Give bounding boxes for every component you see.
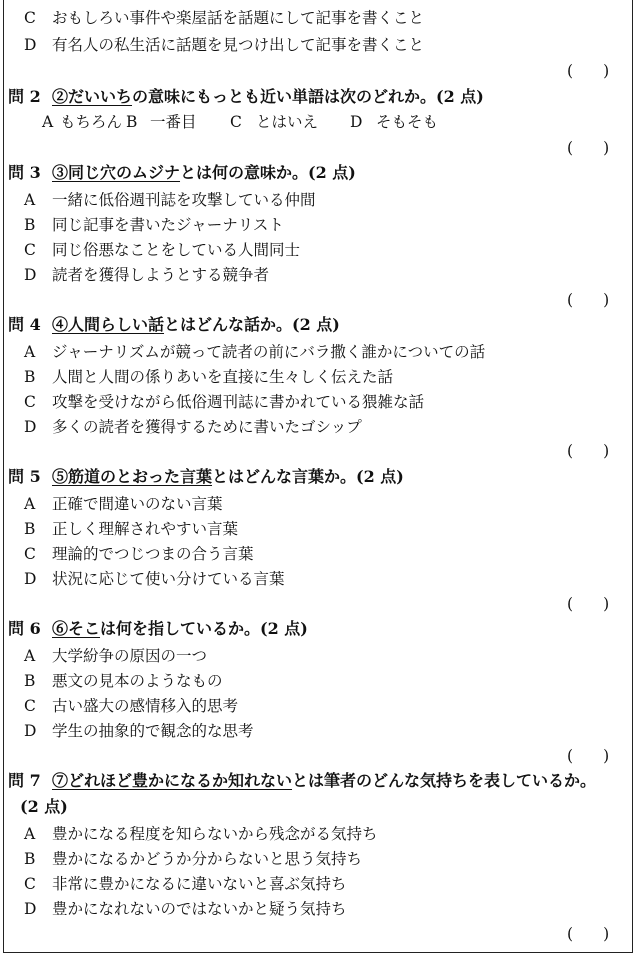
q4-answer-blank[interactable]: ( ): [567, 442, 610, 460]
q3-option-c: C 同じ俗悪なことをしている人間同士: [24, 241, 301, 259]
q3-option-d: D 読者を獲得しようとする競争者: [24, 266, 270, 284]
q2-heading: 問 2 ②だいいちの意味にもっとも近い単語は次のどれか。(2 点): [8, 87, 484, 106]
q3-answer-blank[interactable]: ( ): [567, 291, 610, 309]
q2-options: A もちろん B 一番目 C とはいえ D そもそも: [42, 113, 439, 131]
q4-option-a: A ジャーナリズムが競って読者の前にバラ撒く誰かについての話: [24, 343, 486, 361]
q5-heading: 問 5 ⑤筋道のとおった言葉とはどんな言葉か。(2 点): [8, 467, 404, 486]
q1-option-c: C おもしろい事件や楽屋話を話題にして記事を書くこと: [24, 9, 425, 27]
q5-option-d: D 状況に応じて使い分けている言葉: [24, 570, 285, 588]
q4-option-c: C 攻撃を受けながら低俗週刊誌に書かれている猥雑な話: [24, 393, 425, 411]
exam-sheet: [3, 0, 633, 953]
q4-heading: 問 4 ④人間らしい話とはどんな話か。(2 点): [8, 315, 340, 334]
q6-option-a: A 大学紛争の原因の一つ: [24, 647, 208, 665]
q5-answer-blank[interactable]: ( ): [567, 595, 610, 613]
q7-option-c: C 非常に豊かになるに違いないと喜ぶ気持ち: [24, 875, 347, 893]
q5-option-b: B 正しく理解されやすい言葉: [24, 520, 239, 538]
q7-option-b: B 豊かになるかどうか分からないと思う気持ち: [24, 850, 363, 868]
q7-heading: 問 7 ⑦どれほど豊かになるか知れないとは筆者のどんな気持ちを表しているか。: [8, 771, 597, 790]
q6-option-d: D 学生の抽象的で観念的な思考: [24, 722, 254, 740]
q7-option-a: A 豊かになる程度を知らないから残念がる気持ち: [24, 825, 378, 843]
q5-option-a: A 正確で間違いのない言葉: [24, 495, 223, 513]
q7-answer-blank[interactable]: ( ): [567, 925, 610, 943]
q4-option-d: D 多くの読者を獲得するために書いたゴシップ: [24, 418, 362, 436]
q7-option-d: D 豊かになれないのではないかと疑う気持ち: [24, 900, 347, 918]
q6-option-b: B 悪文の見本のようなもの: [24, 672, 223, 690]
q6-answer-blank[interactable]: ( ): [567, 747, 610, 765]
q6-heading: 問 6 ⑥そこは何を指しているか。(2 点): [8, 619, 308, 638]
q2-answer-blank[interactable]: ( ): [567, 139, 610, 157]
q5-option-c: C 理論的でつじつまの合う言葉: [24, 545, 254, 563]
q4-option-b: B 人間と人間の係りあいを直接に生々しく伝えた話: [24, 368, 394, 386]
q1-option-d: D 有名人の私生活に話題を見つけ出して記事を書くこと: [24, 36, 425, 54]
q7-points: (2 点): [20, 797, 68, 816]
q6-option-c: C 古い盛大の感情移入的思考: [24, 697, 239, 715]
q3-option-b: B 同じ記事を書いたジャーナリスト: [24, 216, 284, 234]
q1-answer-blank[interactable]: ( ): [567, 62, 610, 80]
q3-option-a: A 一緒に低俗週刊誌を攻撃している仲間: [24, 191, 316, 209]
q3-heading: 問 3 ③同じ穴のムジナとは何の意味か。(2 点): [8, 163, 356, 182]
